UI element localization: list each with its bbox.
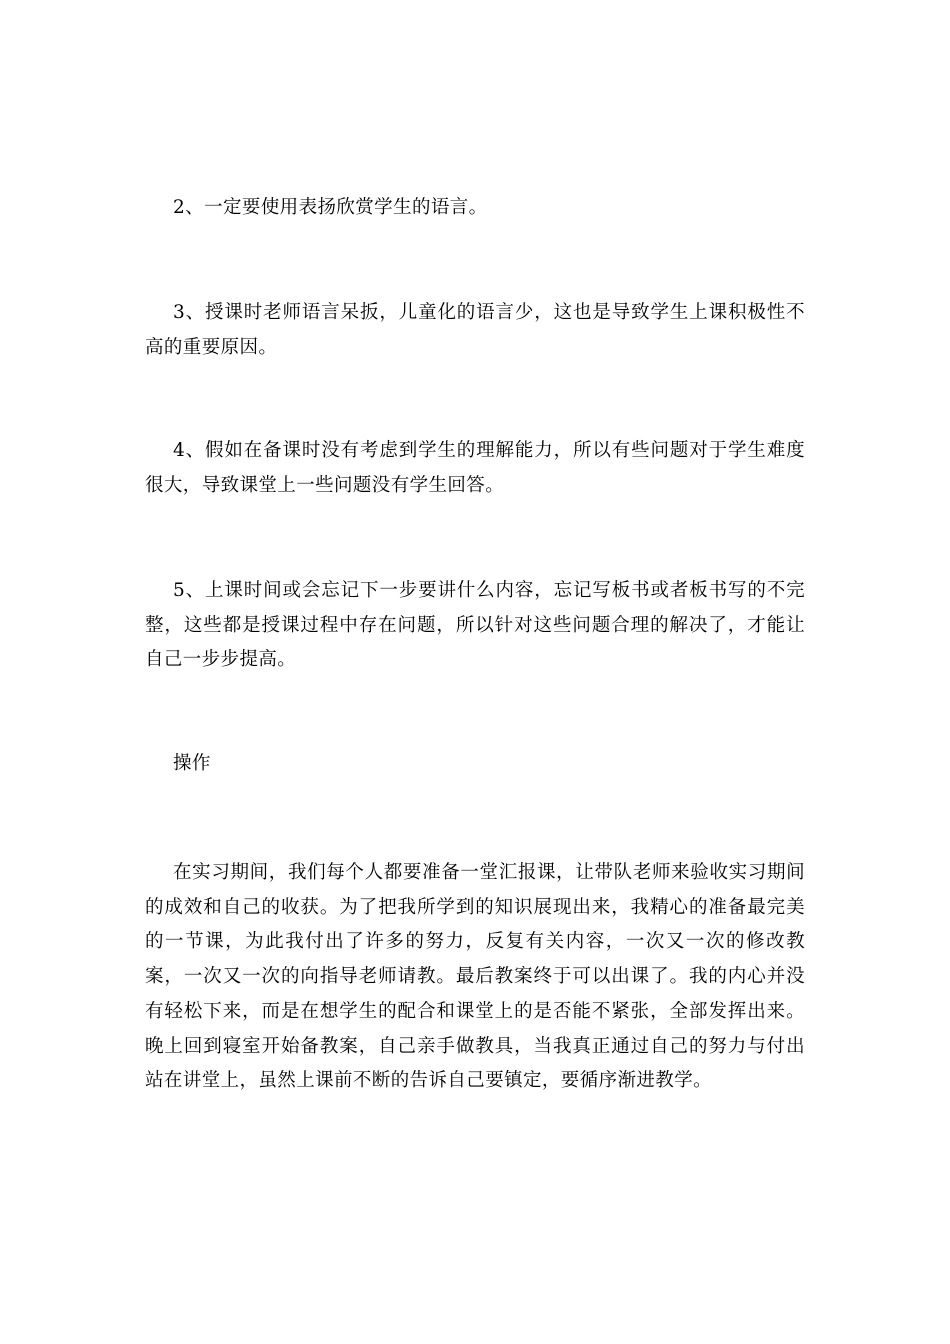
paragraph-item-4: 4、假如在备课时没有考虑到学生的理解能力，所以有些问题对于学生难度很大，导致课堂上一些问题没有学生回答。 <box>145 440 805 496</box>
paragraph-item-3: 3、授课时老师语言呆扳，儿童化的语言少，这也是导致学生上课积极性不高的重要原因。 <box>145 302 805 358</box>
section-heading: 操作 <box>173 753 211 774</box>
paragraph-item-2: 2、一定要使用表扬欣赏学生的语言。 <box>173 197 488 218</box>
body-paragraph: 在实习期间，我们每个人都要准备一堂汇报课，让带队老师来验收实习期间的成效和自己的收获。为了把我所学到的知识展现出来，我精心的准备最完美的一节课，为此我付出了许多的努力，反复有关内容，一次又一次的修改教案，一次又一次的向指导老师请教。最后教案终于可以出课了。我的内心并没有轻松下来，而是在想学生的配合和课堂上的是否能不紧张，全部发挥出来。晚上回到寝室开始备教案，自己亲手做教具，当我真正通过自己的努力与付出站在讲堂上，虽然上课前不断的告诉自己要镇定，要循序渐进教学。 <box>145 862 805 1092</box>
paragraph-item-5: 5、上课时间或会忘记下一步要讲什么内容，忘记写板书或者板书写的不完整，这些都是授课过程中存在问题，所以针对这些问题合理的解决了，才能让自己一步步提高。 <box>145 580 805 671</box>
